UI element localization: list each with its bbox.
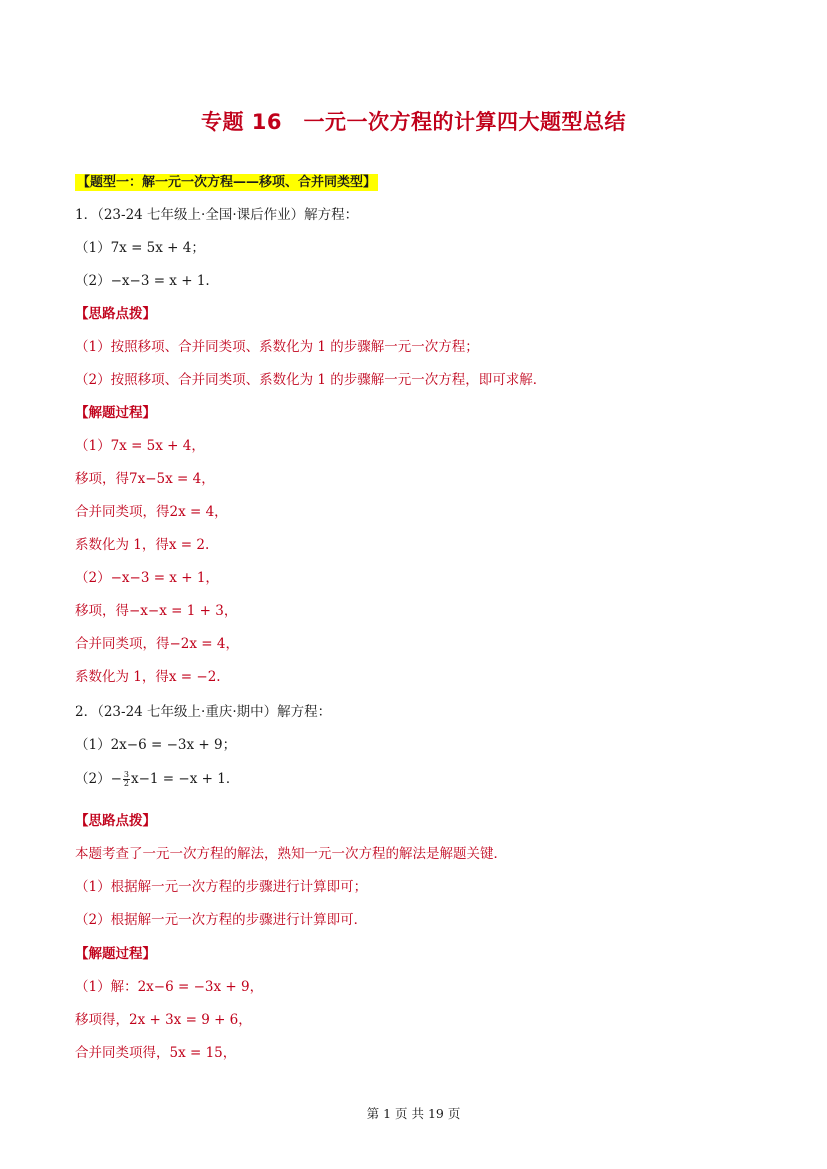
hint-line: （1）按照移项、合并同类项、系数化为 1 的步骤解一元一次方程； xyxy=(75,339,479,355)
hint-line: （2）按照移项、合并同类项、系数化为 1 的步骤解一元一次方程，即可求解． xyxy=(75,372,547,388)
question-1-part-1: （1）7x = 5x + 4； xyxy=(75,240,205,256)
fraction-numerator: 3 xyxy=(123,770,129,779)
hint-line: （1）根据解一元一次方程的步骤进行计算即可； xyxy=(75,879,368,895)
hint-line: （2）根据解一元一次方程的步骤进行计算即可． xyxy=(75,912,368,928)
hint-line: 本题考查了一元一次方程的解法，熟知一元一次方程的解法是解题关键． xyxy=(75,846,507,862)
question-2-part-2 xyxy=(75,770,239,788)
fraction xyxy=(123,771,130,788)
solution-line: 移项得，2x + 3x = 9 + 6， xyxy=(75,1012,252,1028)
hint-heading: 【思路点拨】 xyxy=(75,306,156,322)
solution-line: 合并同类项得，5x = 15， xyxy=(75,1045,237,1061)
solution-line: （1）解：2x−6 = −3x + 9， xyxy=(75,979,264,995)
fraction-denominator: 2 xyxy=(123,779,129,788)
page-title: 专题 16 一元一次方程的计算四大题型总结 xyxy=(200,110,627,134)
question-2-stem: 2．（23-24 七年级上·重庆·期中）解方程： xyxy=(75,704,332,720)
solution-heading: 【解题过程】 xyxy=(75,946,156,962)
question-1-part-2: （2）−x−3 = x + 1. xyxy=(75,273,210,289)
solution-line: 合并同类项，得−2x = 4， xyxy=(75,636,239,652)
solution-line: 移项，得7x−5x = 4， xyxy=(75,471,215,487)
question-type-heading: 【题型一：解一元一次方程——移项、合并同类型】 xyxy=(77,175,377,190)
solution-line: 移项，得−x−x = 1 + 3， xyxy=(75,603,238,619)
page-footer: 第 1 页 共 19 页 xyxy=(366,1106,461,1121)
part-2-prefix: （2）− xyxy=(75,771,122,787)
solution-line: 系数化为 1，得x = −2. xyxy=(75,669,221,685)
question-2-part-1: （1）2x−6 = −3x + 9； xyxy=(75,737,237,753)
solution-line: （2）−x−3 = x + 1， xyxy=(75,570,219,586)
solution-line: 合并同类项，得2x = 4， xyxy=(75,504,228,520)
hint-heading: 【思路点拨】 xyxy=(75,813,156,829)
solution-heading: 【解题过程】 xyxy=(75,405,156,421)
solution-line: （1）7x = 5x + 4， xyxy=(75,438,205,454)
part-2-suffix: x−1 = −x + 1． xyxy=(131,771,240,787)
solution-line: 系数化为 1，得x = 2. xyxy=(75,537,210,553)
question-1-stem: 1．（23-24 七年级上·全国·课后作业）解方程： xyxy=(75,207,359,223)
